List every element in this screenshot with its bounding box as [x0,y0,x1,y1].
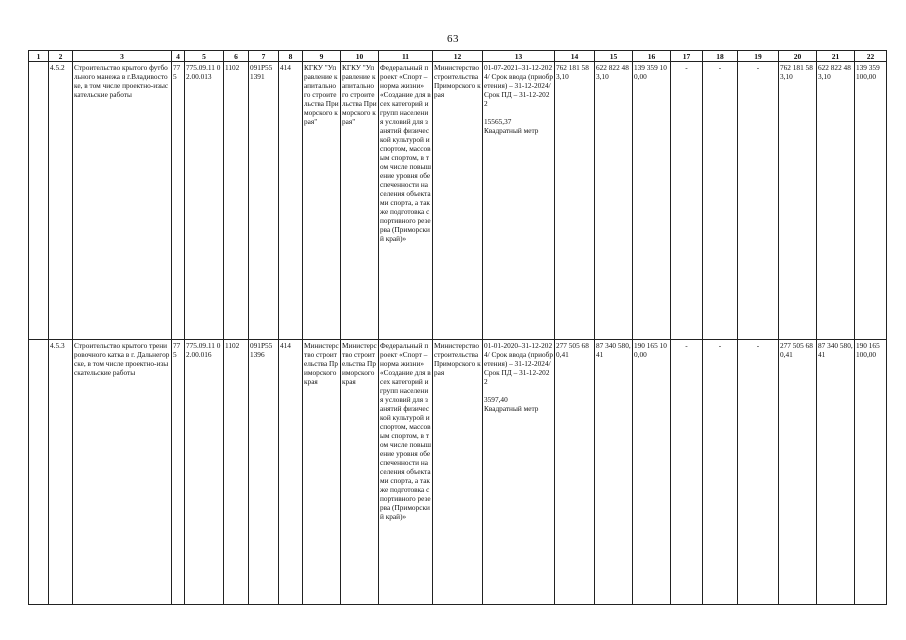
amount-cell: 190 165 100,00 [855,340,887,605]
column-header: 12 [433,51,483,62]
column-header: 22 [855,51,887,62]
column-header: 14 [555,51,595,62]
amount-cell: 762 181 583,10 [555,62,595,340]
amount-cell: 139 359 100,00 [855,62,887,340]
object-name: Строительство крытого тренировочного катка в г. Дальнегорске, в том числе проектно-изыскательские работы [73,340,172,605]
amount-cell: - [671,62,703,340]
table-cell [29,340,49,605]
amount-cell: - [703,62,738,340]
table-cell: 091P55 1391 [249,62,279,340]
table-cell [29,62,49,340]
object-name: Строительство крытого футбольного манежа в г.Владивостоке, в том числе проектно-изыскательские работы [73,62,172,340]
amount-cell: - [671,340,703,605]
column-header: 6 [224,51,249,62]
table-cell: 01-01-2020–31-12-2024/ Срок ввода (приобретения) – 31-12-2024/ Срок ПД – 31-12-2022 3597,40 Квадратный метр [483,340,555,605]
column-header: 9 [303,51,341,62]
header-row [29,51,887,62]
table-row [29,62,887,340]
table-cell: 775 [172,62,185,340]
column-header: 1 [29,51,49,62]
item-number: 4.5.3 [49,340,73,605]
amount-cell: 139 359 100,00 [633,62,671,340]
column-header: 3 [73,51,172,62]
table-cell: 775.09.11 02.00.013 [185,62,224,340]
table-cell: 414 [279,340,303,605]
column-header: 18 [703,51,738,62]
amount-cell: 622 822 483,10 [817,62,855,340]
table-row [29,340,887,605]
column-header: 5 [185,51,224,62]
column-header: 16 [633,51,671,62]
budget-table [28,50,887,605]
table-cell: КГКУ "Управление капитального строительства Приморского края" [303,62,341,340]
column-header: 19 [738,51,779,62]
amount-cell: 87 340 580,41 [595,340,633,605]
column-header: 7 [249,51,279,62]
column-header: 13 [483,51,555,62]
page-number: 63 [447,33,459,45]
amount-cell: - [738,62,779,340]
table-cell: Министерство строительства Приморского края [433,340,483,605]
table-cell: 414 [279,62,303,340]
table-cell: Министерство строительства Приморского края [303,340,341,605]
table-cell: 1102 [224,62,249,340]
table-cell: КГКУ "Управление капитального строительства Приморского края" [341,62,379,340]
amount-cell: - [738,340,779,605]
table-cell: Федеральный проект «Спорт – норма жизни» «Создание для всех категорий и групп населения условий для занятий физической культурой и спортом, массовым спортом, в том числе повышение уровня обеспеченности населения объектами спорта, а также подготовка спортивного резерва (Приморский край)» [379,62,433,340]
amount-cell: 622 822 483,10 [595,62,633,340]
column-header: 20 [779,51,817,62]
item-number: 4.5.2 [49,62,73,340]
column-header: 8 [279,51,303,62]
table-cell: Министерство строительства Приморского края [433,62,483,340]
amount-cell: 87 340 580,41 [817,340,855,605]
column-header: 2 [49,51,73,62]
column-header: 10 [341,51,379,62]
table-cell: Федеральный проект «Спорт – норма жизни» «Создание для всех категорий и групп населения условий для занятий физической культурой и спортом, массовым спортом, в том числе повышение уровня обеспеченности населения объектами спорта, а также подготовка спортивного резерва (Приморский край)» [379,340,433,605]
column-header: 15 [595,51,633,62]
amount-cell: 190 165 100,00 [633,340,671,605]
column-header: 17 [671,51,703,62]
column-header: 21 [817,51,855,62]
table-cell: 1102 [224,340,249,605]
column-header: 4 [172,51,185,62]
table-cell: 775.09.11 02.00.016 [185,340,224,605]
table-cell: 01-07-2021–31-12-2024/ Срок ввода (приобретения) – 31-12-2024/ Срок ПД – 31-12-2022 15565,37 Квадратный метр [483,62,555,340]
amount-cell: - [703,340,738,605]
table-cell: 091P55 1396 [249,340,279,605]
amount-cell: 277 505 680,41 [779,340,817,605]
amount-cell: 277 505 680,41 [555,340,595,605]
column-header: 11 [379,51,433,62]
table-cell: 775 [172,340,185,605]
table-cell: Министерство строительства Приморского края [341,340,379,605]
amount-cell: 762 181 583,10 [779,62,817,340]
